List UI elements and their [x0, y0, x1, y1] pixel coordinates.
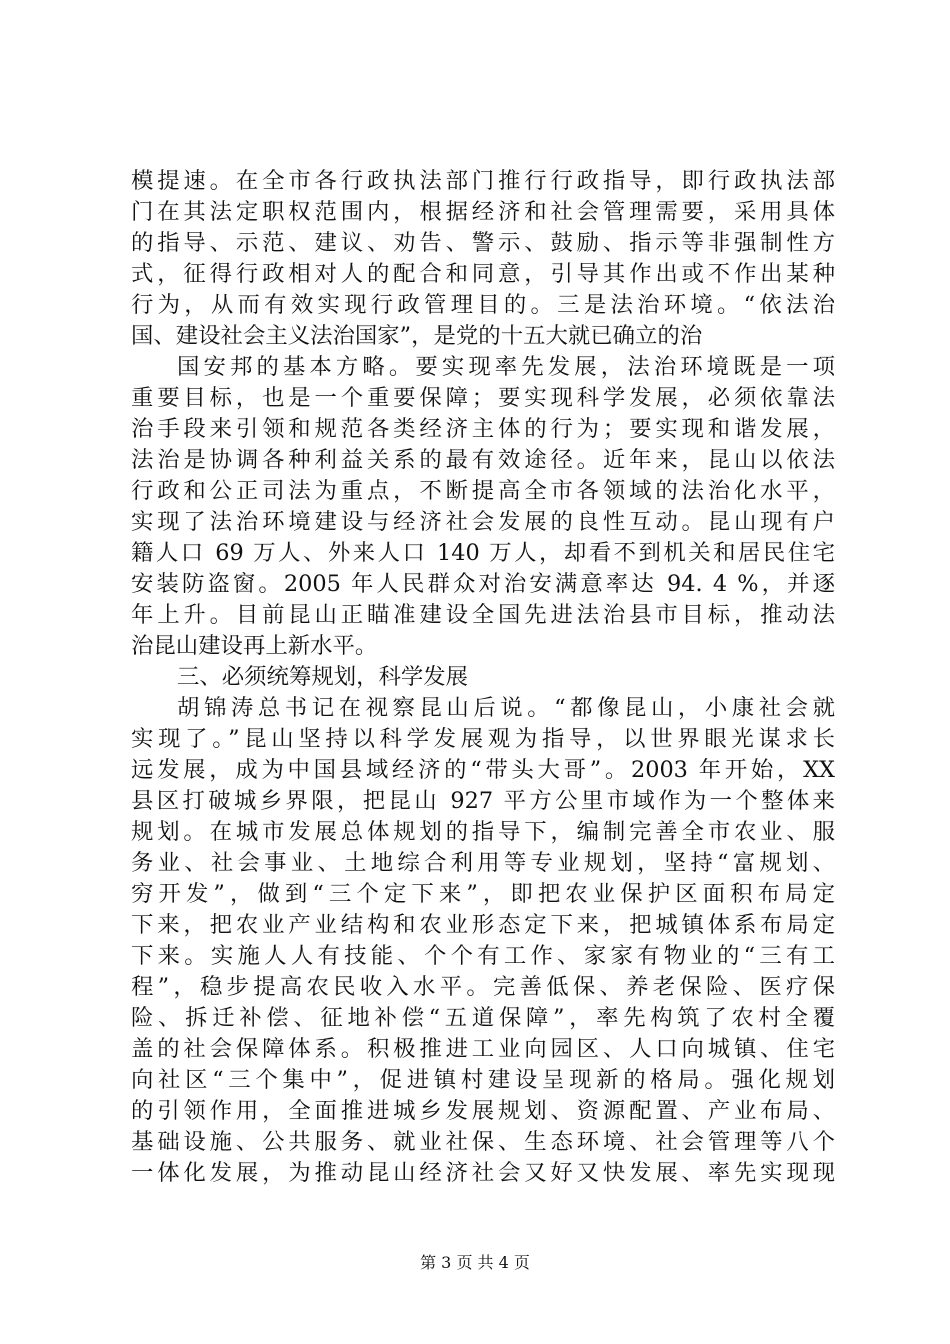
text-line: 盖的社会保障体系。积极推进工业向园区、人口向城镇、住宅	[131, 1036, 835, 1062]
text-line: 险、拆迁补偿、征地补偿“五道保障”，率先构筑了农村全覆	[131, 1005, 835, 1031]
text-line: 实现了。”昆山坚持以科学发展观为指导，以世界眼光谋求长	[131, 726, 835, 752]
text-line: 远发展，成为中国县域经济的“带头大哥”。2003 年开始，XX	[131, 757, 835, 783]
text-line: 县区打破城乡界限，把昆山 927 平方公里市域作为一个整体来	[131, 788, 835, 814]
page-footer: 第 3 页 共 4 页	[420, 1253, 530, 1272]
text-line: 务业、社会事业、土地综合利用等专业规划，坚持“富规划、	[131, 850, 835, 876]
text-line: 下来。实施人人有技能、个个有工作、家家有物业的“三有工	[131, 943, 835, 969]
text-line: 治手段来引领和规范各类经济主体的行为；要实现和谐发展，	[131, 416, 835, 442]
text-line: 籍人口 69 万人、外来人口 140 万人，却看不到机关和居民住宅	[131, 540, 835, 566]
text-line: 穷开发”，做到“三个定下来”，即把农业保护区面积布局定	[131, 881, 835, 907]
text-line: 三、必须统筹规划，科学发展	[177, 664, 469, 690]
text-line: 法治是协调各种利益关系的最有效途径。近年来，昆山以依法	[131, 447, 835, 473]
text-line: 国、建设社会主义法治国家”，是党的十五大就已确立的治	[131, 323, 703, 349]
text-line: 治昆山建设再上新水平。	[131, 633, 378, 659]
text-line: 年上升。目前昆山正瞄准建设全国先进法治县市目标，推动法	[131, 602, 835, 628]
text-line: 的引领作用，全面推进城乡发展规划、资源配置、产业布局、	[131, 1098, 835, 1124]
text-line: 实现了法治环境建设与经济社会发展的良性互动。昆山现有户	[131, 509, 835, 535]
text-line: 行为，从而有效实现行政管理目的。三是法治环境。“依法治	[131, 292, 835, 318]
text-line: 向社区“三个集中”，促进镇村建设呈现新的格局。强化规划	[131, 1067, 835, 1093]
text-line: 模提速。在全市各行政执法部门推行行政指导，即行政执法部	[131, 168, 835, 194]
text-line: 重要目标，也是一个重要保障；要实现科学发展，必须依靠法	[131, 385, 835, 411]
text-line: 程”，稳步提高农民收入水平。完善低保、养老保险、医疗保	[131, 974, 835, 1000]
document-body	[131, 166, 835, 1189]
text-line: 国安邦的基本方略。要实现率先发展，法治环境既是一项	[177, 354, 835, 380]
text-line: 基础设施、公共服务、就业社保、生态环境、社会管理等八个	[131, 1129, 835, 1155]
text-line: 一体化发展，为推动昆山经济社会又好又快发展、率先实现现	[131, 1160, 835, 1186]
text-line: 规划。在城市发展总体规划的指导下，编制完善全市农业、服	[131, 819, 835, 845]
text-line: 式，征得行政相对人的配合和同意，引导其作出或不作出某种	[131, 261, 835, 287]
text-line: 行政和公正司法为重点，不断提高全市各领域的法治化水平，	[131, 478, 835, 504]
text-line: 门在其法定职权范围内，根据经济和社会管理需要，采用具体	[131, 199, 835, 225]
text-line: 下来，把农业产业结构和农业形态定下来，把城镇体系布局定	[131, 912, 835, 938]
text-line: 安装防盗窗。2005 年人民群众对治安满意率达 94. 4 %，并逐	[131, 571, 835, 597]
text-line: 胡锦涛总书记在视察昆山后说。“都像昆山，小康社会就	[177, 695, 835, 721]
text-line: 的指导、示范、建议、劝告、警示、鼓励、指示等非强制性方	[131, 230, 835, 256]
